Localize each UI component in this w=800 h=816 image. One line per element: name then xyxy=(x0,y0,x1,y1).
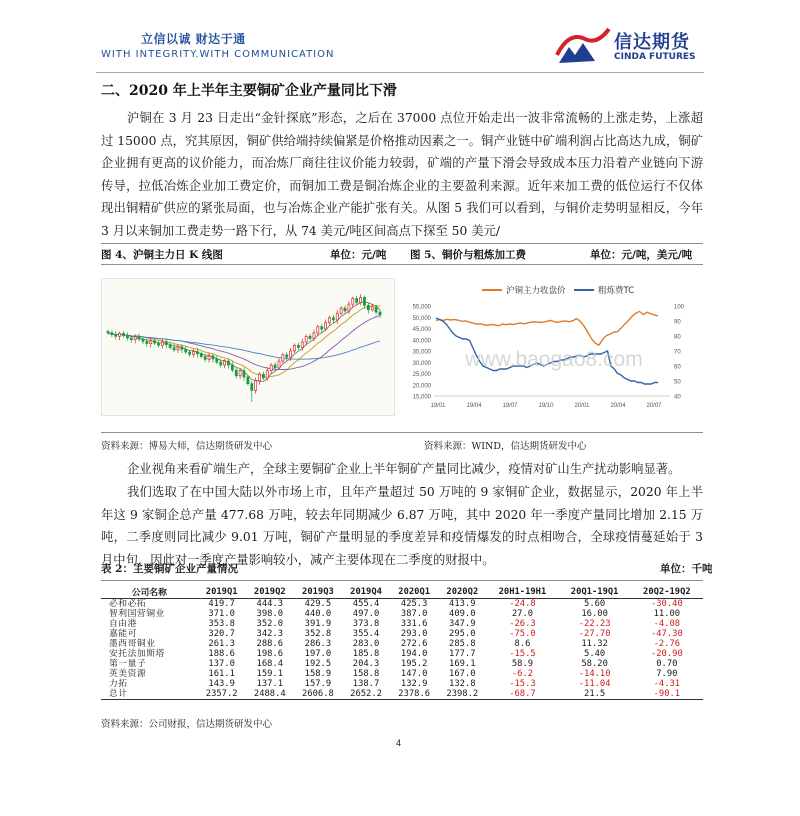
table-row xyxy=(101,609,703,619)
candle-body xyxy=(227,361,229,365)
table-cell: 440.0 xyxy=(304,609,332,619)
table-cell: 157.9 xyxy=(304,679,332,689)
candle-body xyxy=(196,352,198,354)
table-cell: 352.0 xyxy=(256,619,284,629)
table-header-cell: 20H1-19H1 xyxy=(486,585,558,599)
paragraph-1: 沪铜在 3 月 23 日走出“金针探底”形态，之后在 37000 点位开始走出一波非常流畅的上涨走势，上涨超过 15000 点，究其原因，铜矿供给端持续偏紧是价格推动因素之一。铜产业链中矿端利润占比高达九成，铜矿企业拥有更高的议价能力，而冶炼厂商往往议价能力较弱，矿端的产量下滑会导致成本压力沿着产业链向下游传导，拉低冶炼企业加工费定价，而铜加工费是铜冶炼企业的主要盈利来源。近年来加工费的低位运行不仅体现出铜精矿供应的紧张局面，也与冶炼企业产能扩张有关。从图 5 我们可以看到，与铜价走势明显相反，今年 3 月以来铜加工费走势一路下行，从 74 美元/吨区间高点下探至 50 美元/ xyxy=(101,111,703,238)
candle-body xyxy=(352,299,354,305)
candle-body xyxy=(290,351,292,357)
y-left-tick-label: 35,000 xyxy=(412,349,431,356)
table-cell: 293.0 xyxy=(400,629,428,639)
table-cell: 188.6 xyxy=(208,649,235,659)
table-cell: 161.1 xyxy=(208,669,235,679)
table-cell: 11.00 xyxy=(653,609,681,619)
table-cell: -75.0 xyxy=(509,629,536,639)
table-row xyxy=(101,689,703,700)
y-left-tick-label: 55,000 xyxy=(412,304,431,311)
table-cell: 5.60 xyxy=(584,599,606,609)
header-divider xyxy=(96,72,704,73)
candle-body xyxy=(243,371,245,377)
company-name-cell: 第一量子 xyxy=(109,659,147,669)
x-tick-label: 20/01 xyxy=(574,403,590,409)
figure-bottom-rule xyxy=(101,432,703,433)
candle-body xyxy=(200,354,202,357)
candle-body xyxy=(317,327,319,333)
table-cell: -24.8 xyxy=(509,599,536,609)
table-cell: 132.9 xyxy=(400,679,428,689)
table-header-cell: 20Q1-19Q1 xyxy=(559,585,631,599)
y-right-tick-label: 60 xyxy=(674,364,681,371)
y-right-tick-label: 70 xyxy=(674,349,681,356)
candle-body xyxy=(231,365,233,370)
candle-body xyxy=(177,347,179,350)
candle-body xyxy=(379,312,381,315)
table-cell: 158.9 xyxy=(304,669,332,679)
table-cell: 353.8 xyxy=(208,619,235,629)
table-header-row xyxy=(101,585,703,599)
candle-body xyxy=(107,332,109,333)
table-cell: 352.8 xyxy=(304,629,332,639)
table-cell: 2378.6 xyxy=(390,689,438,700)
table-cell: 167.0 xyxy=(449,669,476,679)
y-right-tick-label: 50 xyxy=(674,379,681,386)
y-left-tick-label: 50,000 xyxy=(412,315,431,322)
company-name-cell: 安托法加斯塔 xyxy=(109,649,165,659)
figure4-title: 图 4、沪铜主力日 K 线图 xyxy=(101,249,223,261)
table-cell: -6.2 xyxy=(511,669,534,679)
x-tick-label: 19/07 xyxy=(502,403,518,409)
candle-body xyxy=(278,361,280,368)
table-row xyxy=(101,619,703,629)
table-cell: 169.1 xyxy=(449,659,476,669)
table-cell: -15.3 xyxy=(509,679,536,689)
company-name-cell: 嘉能可 xyxy=(109,629,137,639)
company-name-cell: 智利国营铜业 xyxy=(109,609,165,619)
candle-body xyxy=(305,336,307,342)
candle-body xyxy=(274,365,276,368)
table-cell: 419.7 xyxy=(208,599,235,609)
table-cell: 27.0 xyxy=(511,609,534,619)
table-cell: 455.4 xyxy=(352,599,380,609)
ma40-line xyxy=(108,333,380,359)
candle-body xyxy=(367,305,369,310)
company-name-cell: 必和必拓 xyxy=(109,599,147,609)
table-row xyxy=(101,679,703,689)
table-cell: 444.3 xyxy=(256,599,284,609)
company-name-cell: 墨西哥铜业 xyxy=(109,639,156,649)
table-header-cell: 2020Q2 xyxy=(438,585,486,599)
table-cell: 342.3 xyxy=(256,629,284,639)
table-cell: 147.0 xyxy=(400,669,428,679)
candle-body xyxy=(185,349,187,352)
table-cell: 2652.2 xyxy=(342,689,390,700)
y-right-tick-label: 100 xyxy=(674,304,685,311)
candle-body xyxy=(356,299,358,303)
ma10-line xyxy=(108,306,380,378)
table-cell: -14.10 xyxy=(578,669,611,679)
candle-body xyxy=(282,355,284,361)
table-cell: 158.8 xyxy=(352,669,380,679)
x-tick-label: 19/01 xyxy=(430,403,446,409)
table-cell: 0.70 xyxy=(656,659,678,669)
candle-body xyxy=(247,377,249,384)
table-cell: 198.6 xyxy=(256,649,284,659)
table-row xyxy=(101,659,703,669)
candle-body xyxy=(224,361,226,365)
table-cell: 16.00 xyxy=(581,609,608,619)
table-cell: 261.3 xyxy=(208,639,235,649)
candle-body xyxy=(134,337,136,340)
table-cell: 159.1 xyxy=(256,669,284,679)
candle-body xyxy=(344,308,346,311)
table-row xyxy=(101,649,703,659)
table-cell: 137.1 xyxy=(256,679,284,689)
candle-body xyxy=(239,371,241,376)
legend-label-tc: 粗炼费TC xyxy=(598,286,635,296)
table-cell: 204.3 xyxy=(352,659,380,669)
legend-label-copper: 沪铜主力收盘价 xyxy=(506,286,566,296)
y-left-tick-label: 15,000 xyxy=(412,394,431,401)
company-name-cell: 自由港 xyxy=(109,619,137,629)
section-title: 二、2020 年上半年主要铜矿企业产量同比下滑 xyxy=(101,83,397,99)
candle-body xyxy=(348,304,350,311)
table-cell: 398.0 xyxy=(256,609,284,619)
candle-body xyxy=(161,342,163,345)
y-left-tick-label: 30,000 xyxy=(412,360,431,367)
table-cell: 272.6 xyxy=(400,639,428,649)
candle-body xyxy=(301,342,303,348)
candle-body xyxy=(321,327,323,329)
table-cell: 8.6 xyxy=(514,639,531,649)
table-cell: 132.8 xyxy=(449,679,476,689)
candle-body xyxy=(262,374,264,378)
table-cell: -15.5 xyxy=(509,649,536,659)
candle-body xyxy=(165,342,167,345)
candle-body xyxy=(266,371,268,378)
y-left-tick-label: 45,000 xyxy=(412,327,431,333)
table-cell: -68.7 xyxy=(486,689,558,700)
watermark-text: www.baogao8.com xyxy=(465,348,643,371)
candle-body xyxy=(325,323,327,329)
candle-body xyxy=(212,356,214,359)
table-cell: -11.04 xyxy=(578,679,611,689)
candle-body xyxy=(181,347,183,349)
x-tick-label: 20/07 xyxy=(646,403,662,409)
table-cell: 355.4 xyxy=(352,629,380,639)
candle-body xyxy=(122,333,124,335)
table-cell: 283.0 xyxy=(352,639,380,649)
table-cell: 192.5 xyxy=(304,659,332,669)
table-cell: 58.9 xyxy=(511,659,534,669)
table-cell: 391.9 xyxy=(304,619,332,629)
candle-body xyxy=(115,335,117,337)
table-cell: 21.5 xyxy=(559,689,631,700)
page-header xyxy=(0,0,800,78)
candle-body xyxy=(363,297,365,305)
candle-body xyxy=(173,348,175,350)
candle-body xyxy=(270,365,272,371)
table-cell: -22.23 xyxy=(578,619,611,629)
table-cell: 497.0 xyxy=(352,609,380,619)
table-cell: 347.9 xyxy=(449,619,476,629)
candle-body xyxy=(142,339,144,341)
table-cell: 143.9 xyxy=(208,679,235,689)
table-cell: 2398.2 xyxy=(438,689,486,700)
candle-body xyxy=(119,333,121,336)
candle-body xyxy=(220,362,222,365)
candle-body xyxy=(371,307,373,310)
table-cell: -26.3 xyxy=(509,619,536,629)
candle-body xyxy=(189,352,191,354)
table-row xyxy=(101,599,703,610)
figure-top-rule xyxy=(101,243,703,244)
candle-body xyxy=(360,297,362,302)
paragraph-3: 我们选取了在中国大陆以外市场上市，且年产量超过 50 万吨的 9 家铜矿企业，数据显示，2020 年上半年这 9 家铜企总产量 477.68 万吨，较去年同期减少 6.87 万吨，其中 2020 年一季度产量同比增加 2.15 万吨，二季度则同比减少 9.01 万吨，铜矿产量明显的季度差异和疫情爆发的时点相吻合，全球疫情蔓延始于 3 月中旬，因此对一季度产量影响较小，减产主要体现在二季度的财报中。 xyxy=(101,485,703,567)
table-cell: 320.7 xyxy=(208,629,235,639)
table-cell: -20.90 xyxy=(650,649,683,659)
candle-body xyxy=(375,307,377,312)
table-header-cell: 20Q2-19Q2 xyxy=(631,585,703,599)
candle-body xyxy=(340,308,342,313)
company-name-cell: 力拓 xyxy=(109,679,128,689)
copper-kline-chart xyxy=(101,278,395,416)
table-cell: 138.7 xyxy=(352,679,380,689)
candle-body xyxy=(332,318,334,320)
candle-body xyxy=(192,352,194,355)
x-tick-label: 20/04 xyxy=(610,403,626,409)
table-cell: -90.1 xyxy=(631,689,703,700)
table-cell: 409.0 xyxy=(449,609,476,619)
figure-caption-rule xyxy=(101,264,703,265)
table-header-cell: 2019Q2 xyxy=(246,585,294,599)
table-header-cell: 2019Q1 xyxy=(198,585,246,599)
table-cell: 413.9 xyxy=(449,599,476,609)
candle-body xyxy=(157,343,159,345)
figure5-title: 图 5、铜价与粗炼加工费 xyxy=(410,249,526,261)
candle-body xyxy=(255,381,257,391)
candle-body xyxy=(235,370,237,376)
logo-text-chinese: 信达期货 xyxy=(614,32,690,53)
candle-body xyxy=(208,356,210,359)
table-cell: -27.70 xyxy=(578,629,611,639)
table-cell: 2488.4 xyxy=(246,689,294,700)
y-right-tick-label: 80 xyxy=(674,334,681,341)
table-header-cell: 2019Q3 xyxy=(294,585,342,599)
candle-body xyxy=(297,345,299,347)
table-cell: 425.3 xyxy=(400,599,428,609)
table-cell: -30.40 xyxy=(650,599,683,609)
table-cell: 286.3 xyxy=(304,639,332,649)
figure4-unit: 单位：元/吨 xyxy=(330,249,387,261)
page-number: 4 xyxy=(396,738,402,748)
candle-body xyxy=(126,336,128,338)
table-cell: 197.0 xyxy=(304,649,332,659)
figure5-unit: 单位：元/吨，美元/吨 xyxy=(590,249,693,261)
table-cell: 429.5 xyxy=(304,599,332,609)
table-cell: 7.90 xyxy=(656,669,678,679)
y-left-tick-label: 20,000 xyxy=(412,383,431,390)
candle-body xyxy=(336,313,338,320)
candle-body xyxy=(293,345,295,351)
y-right-tick-label: 90 xyxy=(674,319,681,326)
y-left-tick-label: 40,000 xyxy=(412,338,431,345)
company-name-cell: 英美资源 xyxy=(109,669,147,679)
company-name-cell: 总计 xyxy=(101,689,198,700)
table-cell: 11.32 xyxy=(581,639,608,649)
slogan-chinese: 立信以诚 财达于通 xyxy=(141,32,246,46)
table-row xyxy=(101,669,703,679)
table-header-cell: 2020Q1 xyxy=(390,585,438,599)
figure5-source: 资料来源：WIND，信达期货研发中心 xyxy=(424,441,587,452)
candle-body xyxy=(130,338,132,340)
x-tick-label: 19/10 xyxy=(538,403,554,409)
table-row xyxy=(101,639,703,649)
table-cell: 5.40 xyxy=(584,649,606,659)
table-cell: -4.08 xyxy=(653,619,681,629)
table-cell: 285.8 xyxy=(449,639,476,649)
table-cell: 331.6 xyxy=(400,619,428,629)
y-left-tick-label: 25,000 xyxy=(412,372,431,378)
candle-body xyxy=(150,341,152,344)
table-header-cell: 公司名称 xyxy=(101,585,198,599)
table-cell: 288.6 xyxy=(256,639,284,649)
candle-body xyxy=(204,357,206,360)
x-tick-label: 19/04 xyxy=(466,403,482,409)
candle-body xyxy=(313,333,315,339)
table-cell: -47.30 xyxy=(650,629,683,639)
candle-body xyxy=(328,318,330,323)
table-cell: 387.0 xyxy=(400,609,428,619)
table-header-cell: 2019Q4 xyxy=(342,585,390,599)
table-cell: 2357.2 xyxy=(198,689,246,700)
ma20-line xyxy=(108,315,380,369)
candle-body xyxy=(138,337,140,339)
slogan-english: WITH INTEGRITY.WITH COMMUNICATION xyxy=(101,49,335,60)
table-cell: 194.0 xyxy=(400,649,428,659)
table-cell: 177.7 xyxy=(449,649,476,659)
candle-body xyxy=(309,336,311,338)
table-cell: 168.4 xyxy=(256,659,284,669)
table-cell: 195.2 xyxy=(400,659,428,669)
table-cell: 185.8 xyxy=(352,649,380,659)
table-cell: -4.31 xyxy=(653,679,681,689)
table-cell: 2606.8 xyxy=(294,689,342,700)
table-top-rule xyxy=(101,580,703,581)
table-cell: 373.8 xyxy=(352,619,380,629)
table-cell: 137.0 xyxy=(208,659,235,669)
candle-body xyxy=(216,359,218,362)
copper-producer-table xyxy=(101,585,703,700)
y-right-tick-label: 40 xyxy=(674,394,681,401)
table-row xyxy=(101,629,703,639)
table-source: 资料来源：公司财报，信达期货研发中心 xyxy=(101,719,273,730)
table-unit: 单位：千吨 xyxy=(660,563,713,575)
paragraph-2: 企业视角来看矿端生产，全球主要铜矿企业上半年铜矿产量同比减少，疫情对矿山生产扰动影响显著。 xyxy=(127,462,681,476)
table-cell: 295.0 xyxy=(449,629,476,639)
figure4-source: 资料来源：博易大师，信达期货研发中心 xyxy=(101,441,273,452)
candle-body xyxy=(251,384,253,391)
candle-body xyxy=(146,341,148,343)
table-cell: -2.76 xyxy=(653,639,681,649)
table-cell: 58.20 xyxy=(581,659,608,669)
copper-price-tc-chart xyxy=(404,280,704,420)
logo-text-english: CINDA FUTURES xyxy=(614,52,696,62)
candle-body xyxy=(286,355,288,357)
candle-body xyxy=(169,345,171,348)
candle-body xyxy=(154,341,156,343)
candle-body xyxy=(258,374,260,381)
table-title: 表 2：主要铜矿企业产量情况 xyxy=(101,563,238,575)
candle-body xyxy=(111,333,113,335)
table-cell: 371.0 xyxy=(208,609,235,619)
